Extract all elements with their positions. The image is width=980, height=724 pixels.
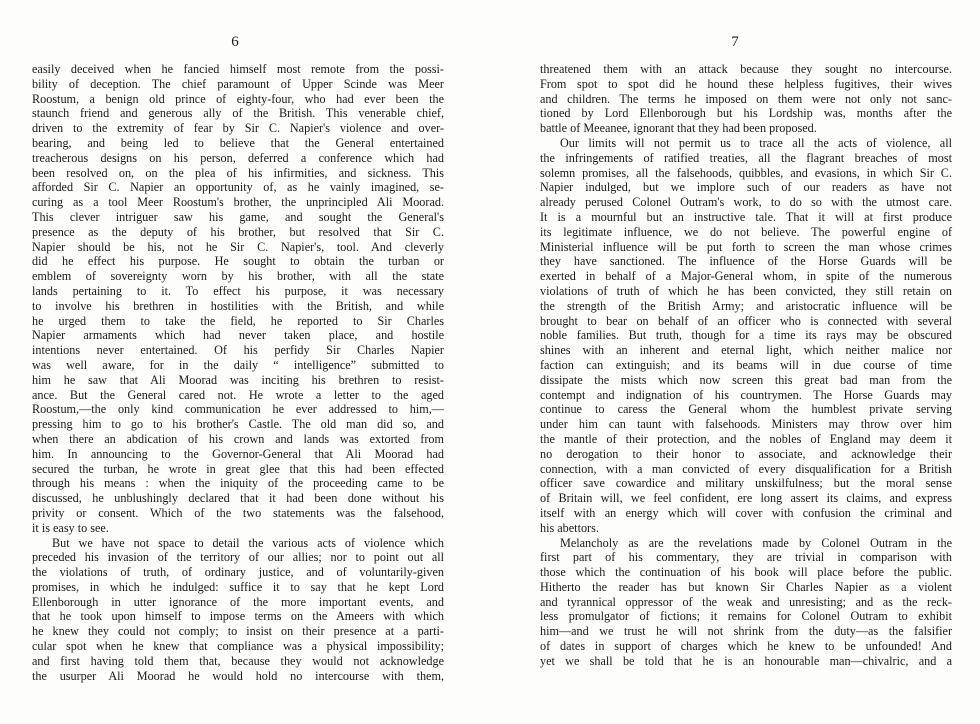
text-line: privity or consent. Which of the two statements was the falsehood, xyxy=(32,505,444,520)
text-line: itself with an energy which will cover with confusion the criminal and xyxy=(540,505,952,520)
text-line: no derogation to their honor to associate, and acknowledge their xyxy=(540,446,952,461)
text-line: and first having told them that, because they would not acknowledge xyxy=(32,653,444,668)
text-line: emblem of sovereignty worn by his brother, with all the state xyxy=(32,269,444,284)
text-line: dissipate the mists which now screen this great bad man from the xyxy=(540,372,952,387)
text-line: less promulgator of fictions; it remains for Colonel Outram to exhibit xyxy=(540,609,952,624)
text-line: presence as the deputy of his brother, but resolved that Sir C. xyxy=(32,224,444,239)
text-line: discussed, he unblushingly declared that it had been done without his xyxy=(32,491,444,506)
text-line: preceded his invasion of the territory of our allies; nor to point out all xyxy=(32,550,444,565)
text-line: secured the turban, he wrote in great glee that this had been effected xyxy=(32,461,444,476)
text-line: staunch friend and generous ally of the British. This venerable chief, xyxy=(32,106,444,121)
text-line: and tyrannical oppressor of the weak and unresisting; and as the reck- xyxy=(540,594,952,609)
text-line: him. In announcing to the Governor-General that Ali Moorad had xyxy=(32,446,444,461)
text-line: of Britain will, we feel confident, ere long assert its claims, and express xyxy=(540,491,952,506)
text-line: ance. But the General cared not. He wrote a letter to the aged xyxy=(32,387,444,402)
text-line: yet we shall be told that he is an honourable man—chivalric, and a xyxy=(540,653,952,668)
text-line: already perused Colonel Outram's work, to do so with the utmost care. xyxy=(540,195,952,210)
text-line: promises, in which he indulged: suffice it to say that he kept Lord xyxy=(32,579,444,594)
text-line: Napier indulged, but we implore such of our readers as have not xyxy=(540,180,952,195)
text-line: driven to the extremity of fear by Sir C. Napier's violence and over- xyxy=(32,121,444,136)
text-line: Ellenborough in utter ignorance of the more important events, and xyxy=(32,594,444,609)
text-line: through his means : when the iniquity of the proceeding came to be xyxy=(32,476,444,491)
text-line: This clever intriguer saw his game, and sought the General's xyxy=(32,209,444,224)
body-text xyxy=(32,62,444,683)
text-line: of dates in support of charges which he knew to be unfounded! And xyxy=(540,639,952,654)
text-line: Melancholy as are the revelations made by Colonel Outram in the xyxy=(560,535,952,550)
text-line: threatened them with an attack because they sought no intercourse. xyxy=(540,62,952,76)
text-line: cular spot when he knew that compliance was a physical impossibility; xyxy=(32,639,444,654)
text-line: bearing, and being led to believe that the General entertained xyxy=(32,135,444,150)
text-line: noble families. But truth, though for a time its rays may be obscured xyxy=(540,328,952,343)
text-line: its legitimate influence, we do not believe. The powerful engine of xyxy=(540,224,952,239)
text-line: Roostum, a benign old prince of eighty-four, who had ever been the xyxy=(32,91,444,106)
text-line: tioned by Lord Ellenborough but his Lordship was, months after the xyxy=(540,106,952,121)
text-line: the infringements of ratified treaties, all the flagrant breaches of most xyxy=(540,150,952,165)
text-line: was well aware, for in the daily “ intelligence” submitted to xyxy=(32,357,444,372)
text-line: exerted in behalf of a Major-General whom, in spite of the numerous xyxy=(540,269,952,284)
text-line: Roostum,—the only kind communication he ever addressed to him,— xyxy=(32,402,444,417)
text-line: the mantle of their protection, and the nobles of England may deem it xyxy=(540,431,952,446)
text-line: his abettors. xyxy=(540,520,599,535)
text-line: contempt and indignation of his countrymen. The Horse Guards may xyxy=(540,387,952,402)
text-line: Our limits will not permit us to trace all the acts of violence, all xyxy=(560,135,952,150)
page-number: 6 xyxy=(231,34,239,50)
left-page xyxy=(0,0,470,724)
text-line: pressing him to go to his brother's Castle. The old man did so, and xyxy=(32,417,444,432)
text-line: the usurper Ali Moorad he would hold no intercourse with them, xyxy=(32,668,444,683)
text-line: faction can extinguish; and its beams will in due course of time xyxy=(540,357,952,372)
text-line: easily deceived when he fancied himself most remote from the possi- xyxy=(32,62,444,76)
text-line: him he saw that Ali Moorad was inciting his brethren to resist- xyxy=(32,372,444,387)
text-line: the strength of the British Army; and aristocratic influence will be xyxy=(540,298,952,313)
text-line: he urged them to take the field, he reported to Sir Charles xyxy=(32,313,444,328)
text-line: him—and we trust he will not shrink from the duty—as the falsifier xyxy=(540,624,952,639)
text-line: shines with an inherent and eternal light, which neither malice nor xyxy=(540,343,952,358)
text-line: violations of truth of which he has been convicted, they still retain on xyxy=(540,283,952,298)
text-line: solemn promises, all the falsehoods, quibbles, and evasions, in which Sir C. xyxy=(540,165,952,180)
text-line: afforded Sir C. Napier an opportunity of, as he vainly imagined, se- xyxy=(32,180,444,195)
text-line: first part of his commentary, they are trivial in comparison with xyxy=(540,550,952,565)
right-page xyxy=(490,0,980,724)
text-line: Napier armaments which had never taken place, and hostile xyxy=(32,328,444,343)
text-line: treacherous designs on his person, deferred a conference which had xyxy=(32,150,444,165)
text-line: they have sanctioned. The influence of the Horse Guards will be xyxy=(540,254,952,269)
text-line: brought to bear on behalf of an officer who is connected with several xyxy=(540,313,952,328)
text-line: when there an abdication of his crown and lands was extorted from xyxy=(32,431,444,446)
text-line: continue to caress the General whom the humblest private serving xyxy=(540,402,952,417)
text-line: intentions never entertained. Of his perfidy Sir Charles Napier xyxy=(32,343,444,358)
text-line: that he took upon himself to impose terms on the Ameers with which xyxy=(32,609,444,624)
text-line: he knew they could not comply; to insist on their presence at a parti- xyxy=(32,624,444,639)
text-line: It is a mournful but an instructive tale. That it will at first produce xyxy=(540,209,952,224)
text-line: lands pertaining to it. To effect his purpose, it was necessary xyxy=(32,283,444,298)
text-line: But we have not space to detail the various acts of violence which xyxy=(52,535,444,550)
text-line: to involve his brethren in hostilities with the British, and while xyxy=(32,298,444,313)
text-line: and children. The terms he imposed on them were not only not sanc- xyxy=(540,91,952,106)
text-line: did he effect his purpose. He sought to obtain the turban or xyxy=(32,254,444,269)
page-number: 7 xyxy=(731,34,739,50)
text-line: been resolved on, on the plea of his infirmities, and sickness. This xyxy=(32,165,444,180)
text-line: Hitherto the reader has but known Sir Charles Napier as a violent xyxy=(540,579,952,594)
text-line: Napier should be his, not he Sir C. Napier's, tool. And cleverly xyxy=(32,239,444,254)
text-line: under him can taunt with falsehoods. Ministers may throw over him xyxy=(540,417,952,432)
text-line: curing as a tool Meer Roostum's brother, the unprincipled Ali Moorad. xyxy=(32,195,444,210)
text-line: Ministerial influence will be put forth to screen the man whose crimes xyxy=(540,239,952,254)
body-text xyxy=(540,62,952,669)
text-line: those which the continuation of his book will place before the public. xyxy=(540,565,952,580)
text-line: officer save cowardice and military unskilfulness; but the moral sense xyxy=(540,476,952,491)
text-line: bility of deception. The chief paramount of Upper Scinde was Meer xyxy=(32,76,444,91)
text-line: connection, with a man convicted of every disqualification for a British xyxy=(540,461,952,476)
text-line: From spot to spot did he hound these helpless fugitives, their wives xyxy=(540,76,952,91)
text-line: it is easy to see. xyxy=(32,520,109,535)
text-line: the violations of truth, of ordinary justice, and of voluntarily-given xyxy=(32,565,444,580)
text-line: battle of Meeanee, ignorant that they had been proposed. xyxy=(540,121,817,136)
